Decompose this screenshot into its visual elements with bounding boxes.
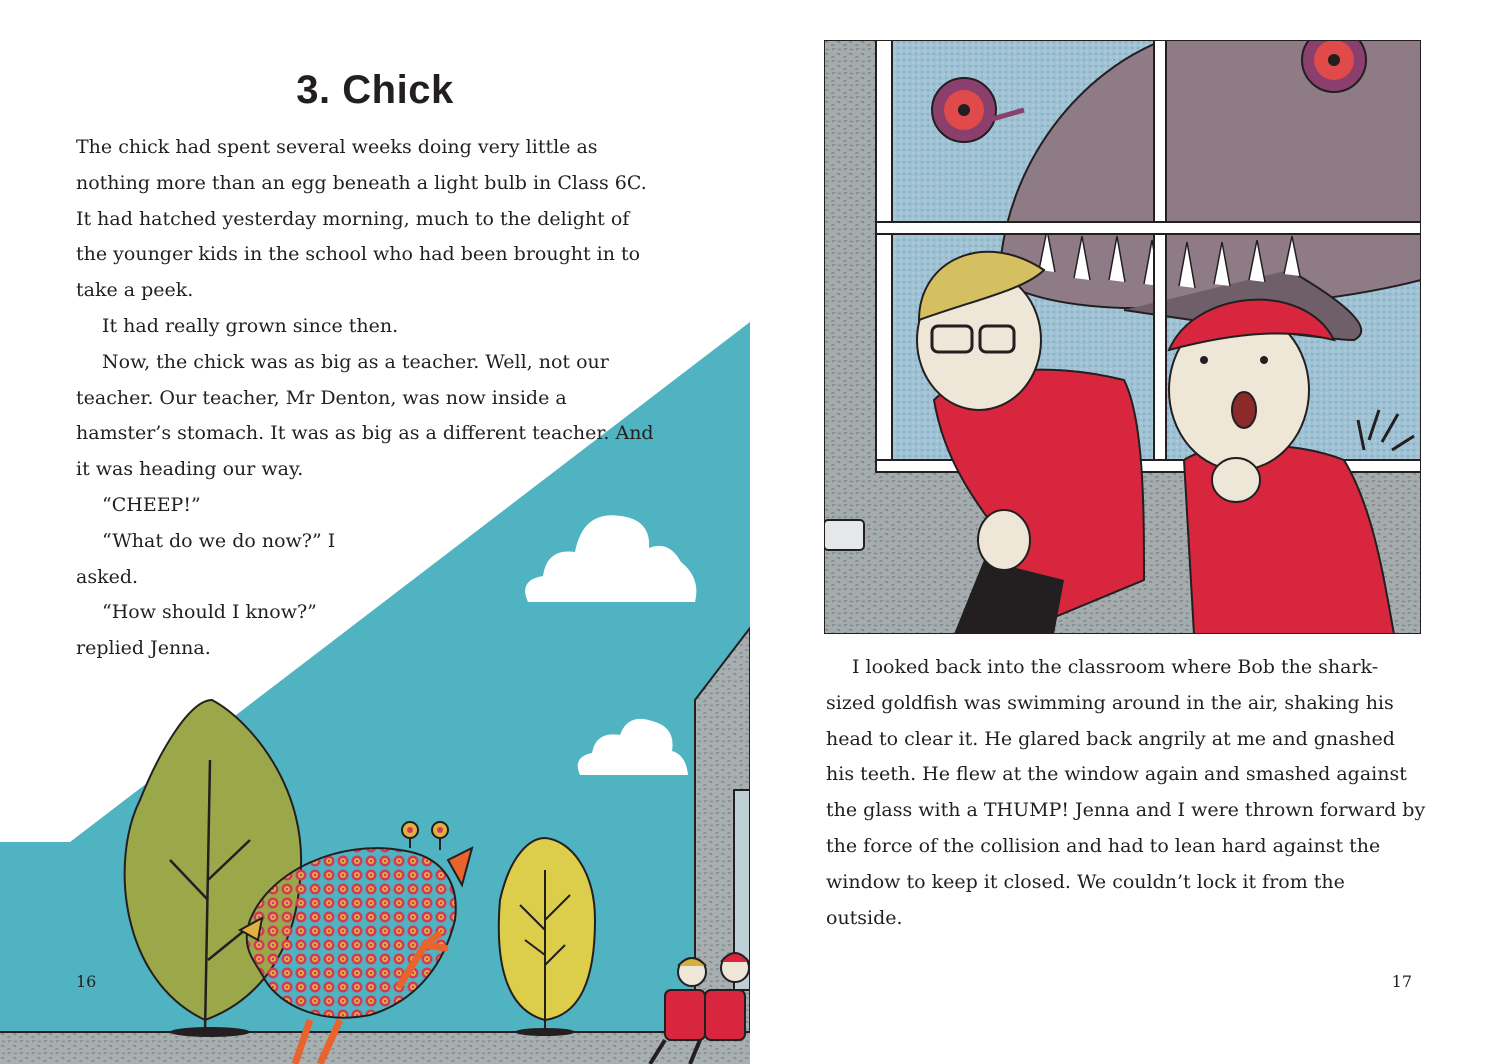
yellow-tree bbox=[499, 838, 595, 1020]
classroom-window-illustration bbox=[824, 40, 1421, 634]
paragraph: “How should I know?” replied Jenna. bbox=[76, 601, 317, 660]
right-body-text bbox=[826, 650, 1426, 936]
paragraph: “What do we do now?” I asked. bbox=[76, 529, 336, 588]
ground bbox=[0, 1032, 750, 1064]
paragraph: It had really grown since then. bbox=[102, 314, 399, 337]
page-number: 17 bbox=[1391, 972, 1412, 991]
paragraph: “CHEEP!” bbox=[102, 493, 201, 516]
chapter-title: 3. Chick bbox=[296, 68, 454, 112]
paragraph: I looked back into the classroom where Bob the shark-sized goldfish was swimming around in the air, shaking his head to clear it. He glared back angrily at me and gnashed his teeth. He flew at the window again and smashed against the glass with a THUMP! Jenna and I were thrown forward by the force of the collision and had to lean hard against the window to keep it closed. We couldn’t lock it from the outside. bbox=[826, 656, 1426, 929]
left-body-text bbox=[76, 130, 656, 667]
paragraph: Now, the chick was as big as a teacher. Well, not our teacher. Our teacher, Mr Denton, was now inside a hamster’s stomach. It was as big as a different teacher. And it was heading our way. bbox=[76, 350, 654, 481]
right-page bbox=[750, 0, 1500, 1064]
paragraph: The chick had spent several weeks doing very little as nothing more than an egg beneath a light bulb in Class 6C. It had hatched yesterday morning, much to the delight of the younger kids in the school who had been brought in to take a peek. bbox=[76, 136, 647, 302]
page-number: 16 bbox=[76, 972, 97, 991]
